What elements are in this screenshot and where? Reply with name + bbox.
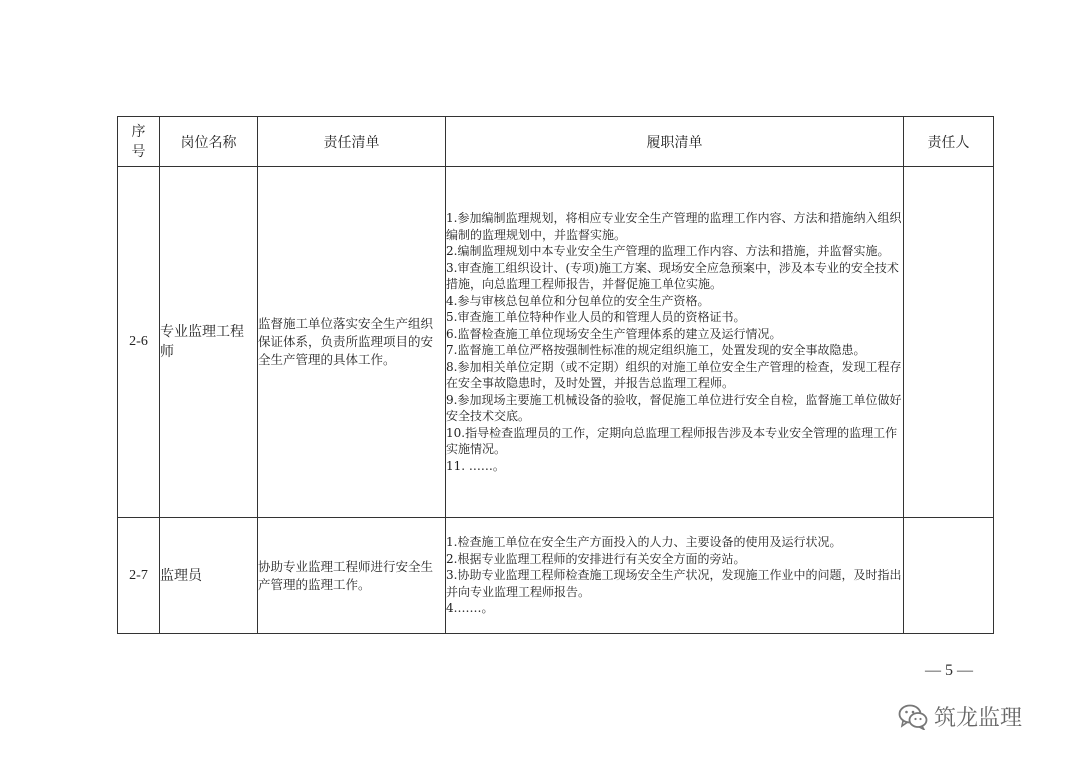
header-person: 责任人 <box>904 117 994 167</box>
duty-item: 2.根据专业监理工程师的安排进行有关安全方面的旁站。 <box>446 551 746 566</box>
duty-item: 3.协助专业监理工程师检查施工现场安全生产状况，发现施工作业中的问题，及时指出并向专业监理工程师报告。 <box>446 568 902 599</box>
header-seq-line1: 序 <box>131 123 146 140</box>
row-position: 监理员 <box>160 518 258 634</box>
page-number: — 5 — <box>925 662 973 679</box>
row-position: 专业监理工程师 <box>160 167 258 518</box>
watermark <box>898 701 1022 732</box>
row-duties <box>446 167 904 518</box>
row-person <box>904 167 994 518</box>
header-duties: 履职清单 <box>446 117 904 167</box>
row-responsibility: 协助专业监理工程师进行安全生产管理的监理工作。 <box>258 518 446 634</box>
duty-item: 10.指导检查监理员的工作，定期向总监理工程师报告涉及本专业安全管理的监理工作实施情况。 <box>446 425 898 456</box>
duty-item: 3.审查施工组织设计、(专项)施工方案、现场安全应急预案中，涉及本专业的安全技术措施，向总监理工程师报告，并督促施工单位实施。 <box>446 260 899 291</box>
header-seq <box>118 117 160 167</box>
row-seq: 2-7 <box>118 518 160 634</box>
duty-item: 2.编制监理规划中本专业安全生产管理的监理工作内容、方法和措施，并监督实施。 <box>446 244 890 258</box>
row-person <box>904 518 994 634</box>
duty-item: 1.参加编制监理规划，将相应专业安全生产管理的监理工作内容、方法和措施纳入组织编制的监理规划中，并监督实施。 <box>446 211 902 242</box>
table-row <box>118 518 994 634</box>
duty-item: 1.检查施工单位在安全生产方面投入的人力、主要设备的使用及运行状况。 <box>446 535 842 550</box>
duty-item: 11. ……。 <box>446 458 505 473</box>
duty-item: 4.参与审核总包单位和分包单位的安全生产资格。 <box>446 293 710 308</box>
row-responsibility: 监督施工单位落实安全生产组织保证体系，负责所监理项目的安全生产管理的具体工作。 <box>258 167 446 518</box>
duty-table <box>117 116 994 634</box>
table-header-row <box>118 117 994 167</box>
row-duties <box>446 518 904 634</box>
row-seq: 2-6 <box>118 167 160 518</box>
header-position: 岗位名称 <box>160 117 258 167</box>
duty-item: 6.监督检查施工单位现场安全生产管理体系的建立及运行情况。 <box>446 326 782 341</box>
header-seq-line2: 号 <box>131 143 146 160</box>
header-responsibility: 责任清单 <box>258 117 446 167</box>
duty-item: 8.参加相关单位定期（或不定期）组织的对施工单位安全生产管理的检查，发现工程存在安全事故隐患时，及时处置，并报告总监理工程师。 <box>446 359 902 390</box>
duty-item: 7.监督施工单位严格按强制性标准的规定组织施工，处置发现的安全事故隐患。 <box>446 343 866 357</box>
wechat-icon <box>898 704 928 730</box>
duty-item: 5.审查施工单位特种作业人员的和管理人员的资格证书。 <box>446 310 746 324</box>
watermark-text: 筑龙监理 <box>934 706 1023 731</box>
table-row <box>118 167 994 518</box>
duty-item: 4.……。 <box>446 601 494 616</box>
duty-item: 9.参加现场主要施工机械设备的验收，督促施工单位进行安全自检，监督施工单位做好安全技术交底。 <box>446 392 902 423</box>
